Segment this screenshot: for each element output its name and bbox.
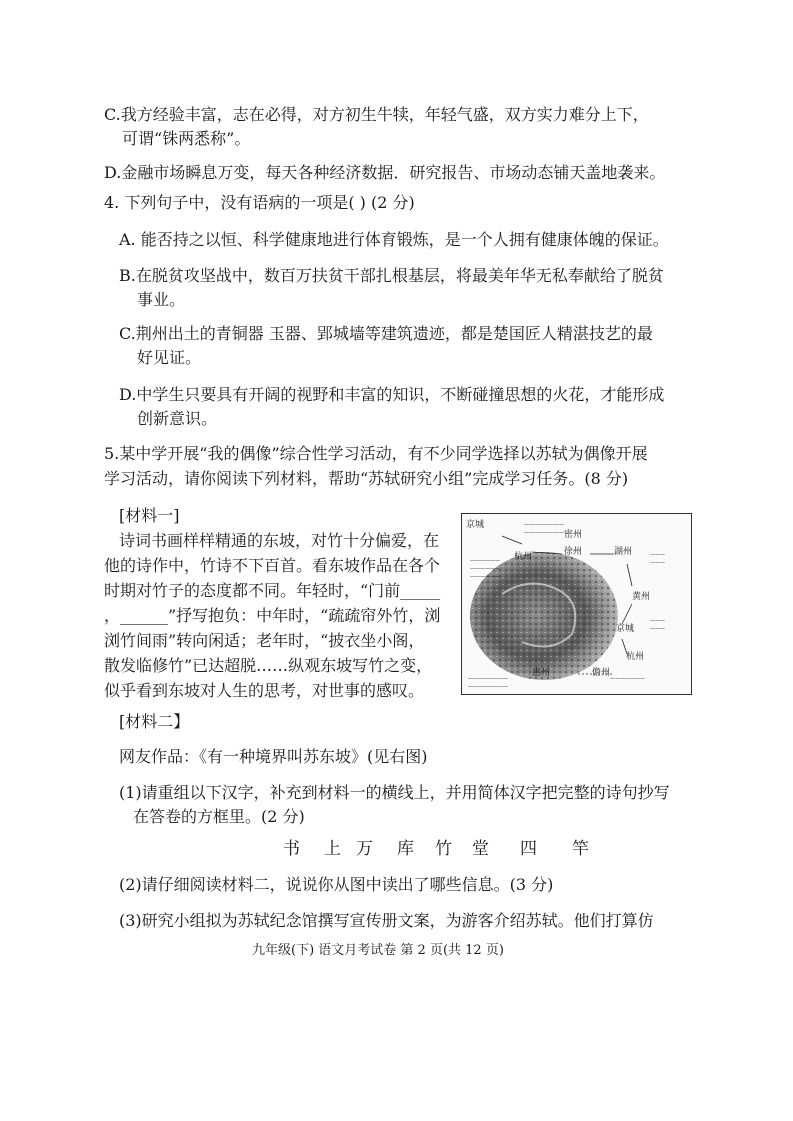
svg-text:———: ———: [650, 552, 665, 558]
material-1-line3: 时期对竹子的态度都不同。年轻时，“门前_____: [104, 581, 441, 600]
svg-text:———: ———: [650, 626, 665, 632]
map-label-4: 湖州: [614, 547, 633, 557]
svg-text:——————: ——————: [470, 566, 500, 572]
svg-text:———: ———: [650, 560, 665, 566]
character: 上: [324, 839, 341, 859]
material-1-line4: ，______”抒写抱负：中年时，“疏疏帘外竹，浏: [104, 606, 441, 625]
map-label-2: 杭州: [514, 552, 533, 562]
character: 竿: [572, 839, 589, 859]
character: 书: [283, 839, 300, 859]
material-1-line6: 散发临修竹”已达超脱……纵观东坡写竹之变，: [104, 656, 433, 675]
task-2: (2)请仔细阅读材料二，说说你从图中读出了哪些信息。(3 分): [119, 875, 554, 894]
material-1-line2: 他的诗作中，竹诗不下百首。看东坡作品在各个: [104, 556, 441, 575]
map-label-6: 黄州: [632, 592, 651, 602]
svg-text:————————: ————————: [468, 684, 508, 690]
svg-text:——————: ——————: [470, 574, 500, 580]
task-1-line1: (1)请重组以下汉字，补充到材料一的横线上，并用简体汉字把完整的诗句抄写: [119, 783, 670, 802]
material-2-description: 网友作品：《有一种境界叫苏东坡》(见右图): [119, 747, 428, 766]
material-1-title: [材料一]: [119, 506, 180, 525]
q4-option-d-line1: D.中学生只要具有开阔的视野和丰富的知识，不断碰撞思想的火花，才能形成: [119, 385, 665, 404]
material-1-line1: 诗词书画样样精通的东坡，对竹十分偏爱，在: [119, 531, 440, 550]
su-dongpo-journey-map: [461, 513, 692, 695]
map-label-7: 京城: [616, 624, 635, 634]
character: 竹: [435, 839, 452, 859]
character: 堂: [472, 839, 489, 859]
material-1-line5: 浏竹间雨”转向闲适；老年时，“披衣坐小阁，: [104, 631, 425, 650]
q5-stem-line2: 学习活动，请你阅读下列材料，帮助“苏轼研究小组”完成学习任务。(8 分): [104, 469, 629, 488]
page-footer: 九年级(下) 语文月考试卷 第 2 页(共 12 页): [252, 943, 504, 958]
material-2-title: [材料二】: [119, 712, 190, 731]
q4-option-d-line2: 创新意识。: [137, 409, 218, 428]
map-label-9: 惠州: [532, 668, 551, 678]
svg-text:——————: ——————: [470, 558, 500, 564]
map-label-3: 徐州: [564, 547, 583, 557]
q4-option-a: A. 能否持之以恒、科学健康地进行体育锻炼，是一个人拥有健康体魄的保证。: [119, 230, 669, 249]
map-label-1: 京城: [466, 520, 485, 530]
q4-stem: 4. 下列句子中，没有语病的一项是( ) (2 分): [104, 193, 415, 212]
svg-text:————————: ————————: [468, 676, 508, 682]
svg-text:———: ———: [650, 618, 665, 624]
q3-option-c-line2: 可谓“铢两悉称”。: [122, 129, 251, 148]
q3-option-c-line1: C.我方经验丰富，志在必得，对方初生牛犊，年轻气盛，双方实力难分上下，: [104, 105, 649, 124]
material-1-line7: 似乎看到东坡对人生的思考，对世事的感叹。: [104, 681, 425, 700]
map-label-5: 密州: [564, 530, 583, 540]
svg-text:———————: ———————: [610, 676, 645, 682]
task-1-line2: 在答卷的方框里。(2 分): [133, 807, 305, 826]
character: 库: [397, 839, 414, 859]
svg-text:————————: ————————: [524, 530, 564, 536]
map-label-8: 杭州: [626, 652, 645, 662]
journey-map-graphic: [462, 514, 691, 694]
q3-option-d: D.金融市场瞬息万变，每天各种经济数据．研究报告、市场动态铺天盖地袭来。: [104, 163, 666, 182]
map-label-10: 儋州: [592, 668, 611, 678]
character-set: [0, 838, 793, 860]
q4-option-b-line2: 事业。: [137, 290, 186, 309]
q4-option-c-line2: 好见证。: [137, 348, 202, 367]
q4-option-c-line1: C.荆州出土的青铜器 玉器、郢城墙等建筑遗迹，都是楚国匠人精湛技艺的最: [119, 324, 653, 343]
svg-text:————————: ————————: [524, 522, 564, 528]
q4-option-b-line1: B.在脱贫攻坚战中，数百万扶贫干部扎根基层，将最美年华无私奉献给了脱贫: [119, 266, 664, 285]
character: 四: [520, 839, 537, 859]
character: 万: [356, 839, 373, 859]
task-3: (3)研究小组拟为苏轼纪念馆撰写宣传册文案，为游客介绍苏轼。他们打算仿: [119, 911, 654, 930]
q5-stem-line1: 5.某中学开展“我的偶像”综合性学习活动，有不少同学选择以苏轼为偶像开展: [104, 444, 648, 463]
